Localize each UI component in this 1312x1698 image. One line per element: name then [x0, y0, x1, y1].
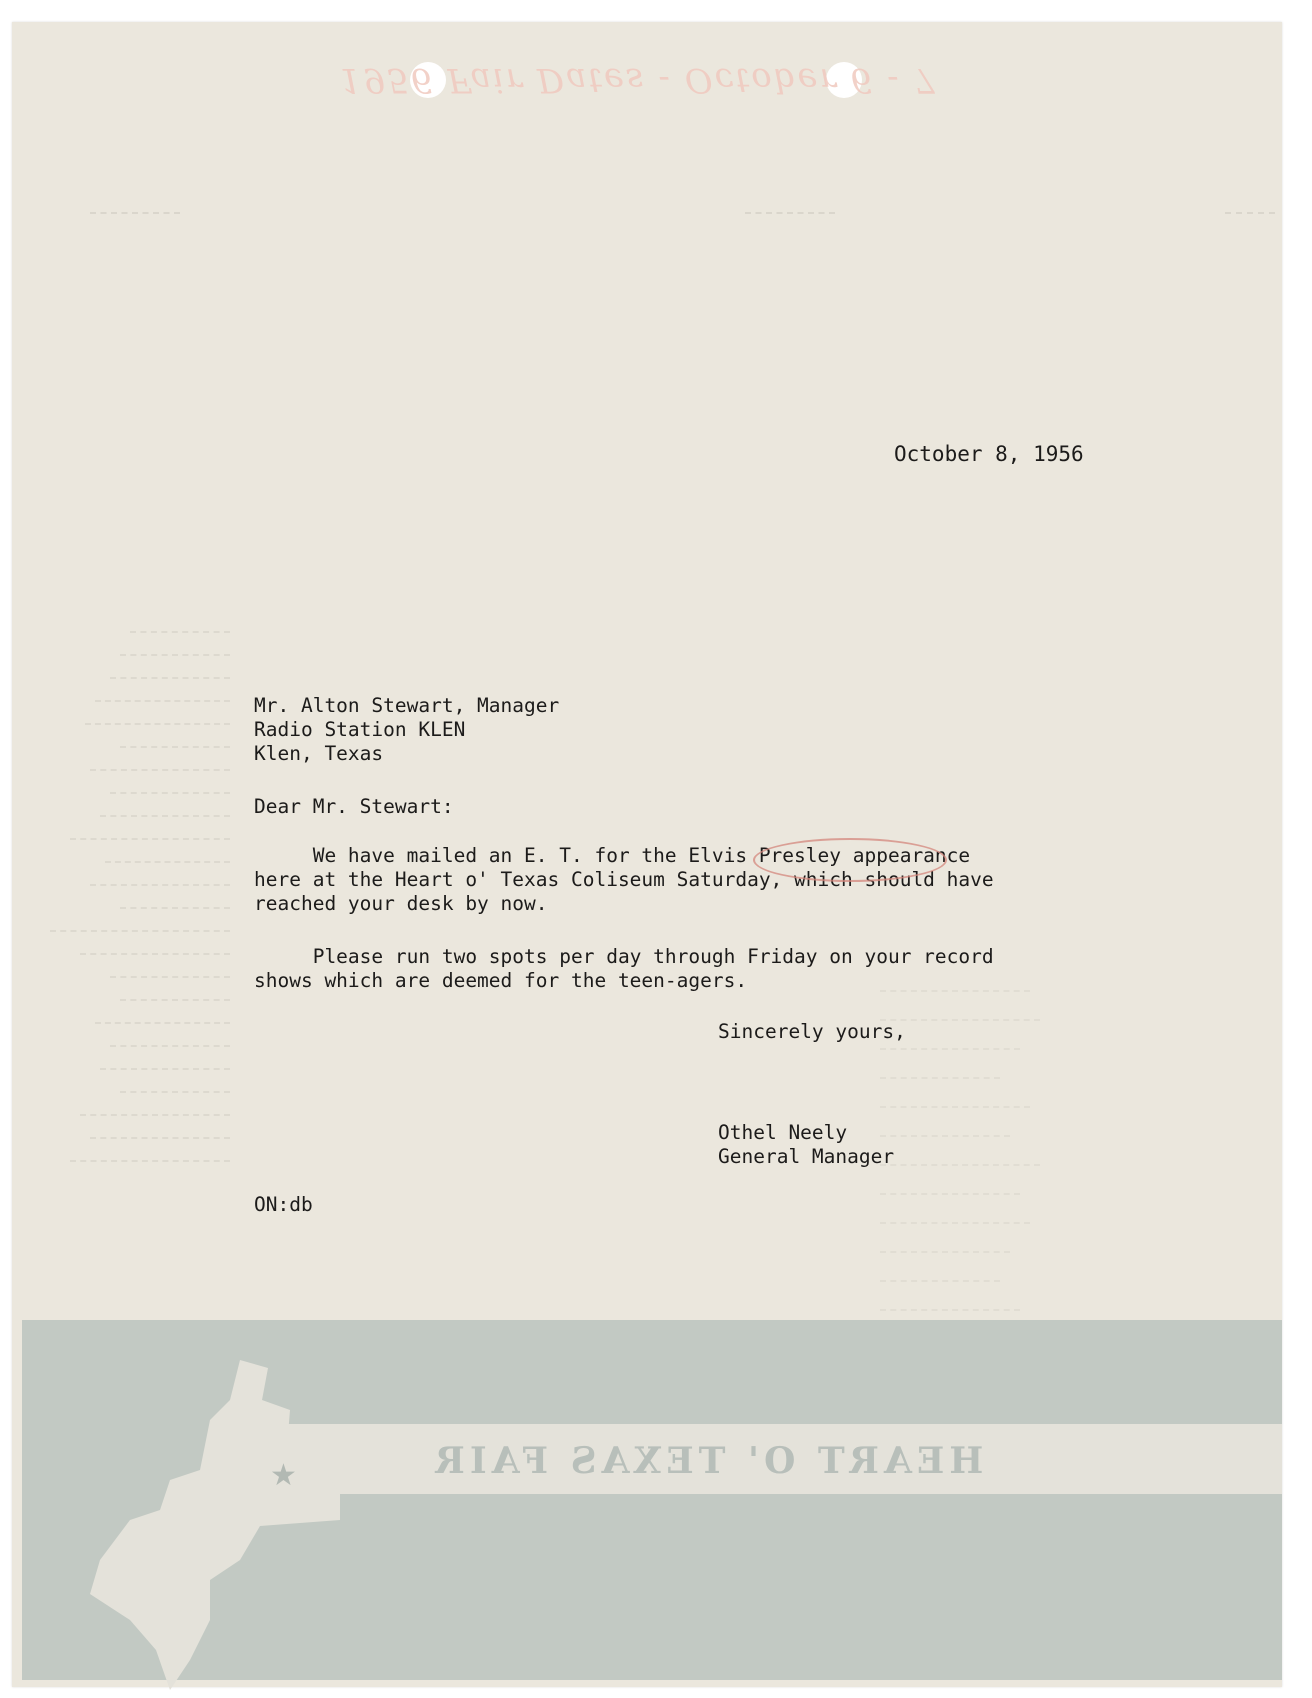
signature-block — [718, 1121, 894, 1169]
red-pen-circle-mark — [753, 838, 947, 882]
body-paragraph-2 — [254, 945, 994, 993]
recipient-line-name: Mr. Alton Stewart, Manager — [254, 694, 560, 717]
paragraph-1-line-1: We have mailed an E. T. for the Elvis Presley appearance — [254, 844, 971, 867]
typist-initials: ON:db — [254, 1193, 313, 1216]
signer-name: Othel Neely — [718, 1121, 848, 1144]
ghost-header-mark-center — [745, 212, 835, 214]
ghost-header-mark-left — [90, 212, 180, 214]
paragraph-1-line-2: here at the Heart o' Texas Coliseum Saturday, which should have — [254, 868, 994, 891]
recipient-line-station: Radio Station KLEN — [254, 718, 466, 741]
ghost-directors-list — [50, 610, 230, 1162]
ghost-header-mark-right — [1225, 212, 1275, 214]
signer-title: General Manager — [718, 1145, 895, 1168]
star-icon: ★ — [270, 1458, 297, 1493]
closing: Sincerely yours, — [718, 1020, 906, 1043]
texas-map-logo — [90, 1360, 350, 1690]
bleed-through-footer-title: HEART O' TEXAS FAIR — [430, 1440, 984, 1482]
paragraph-2-line-1: Please run two spots per day through Friday on your record — [254, 945, 994, 968]
bleed-through-heading: 1956 Fair Dates - October 6 - 7 — [340, 60, 938, 100]
recipient-line-city: Klen, Texas — [254, 742, 384, 765]
paragraph-2-line-2: shows which are deemed for the teen-agers. — [254, 969, 748, 992]
recipient-address — [254, 694, 559, 766]
letter-date: October 8, 1956 — [894, 442, 1084, 466]
salutation: Dear Mr. Stewart: — [254, 795, 454, 818]
paragraph-1-line-3: reached your desk by now. — [254, 892, 548, 915]
